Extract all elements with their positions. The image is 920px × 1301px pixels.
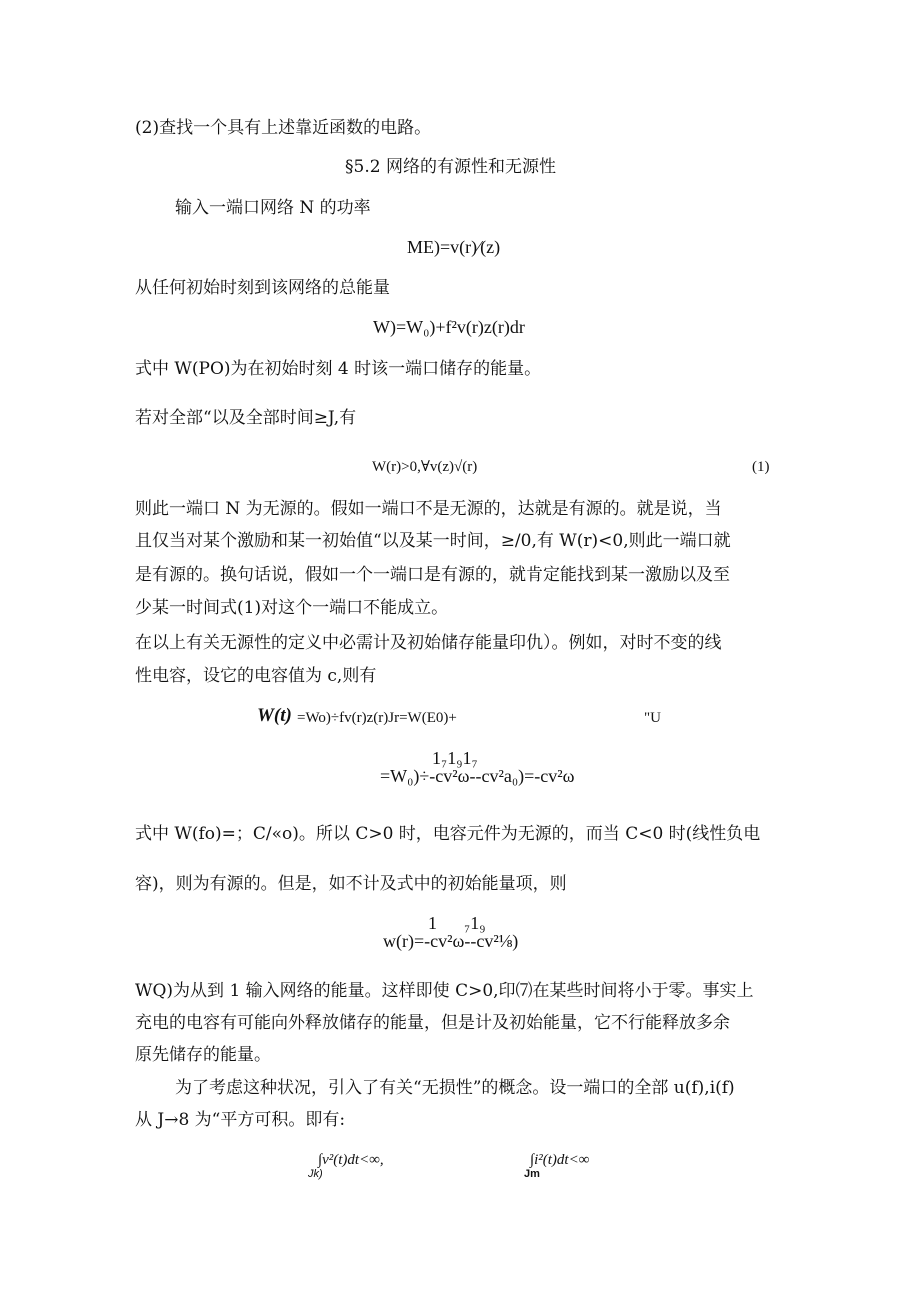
equation-w: w(r)=-cv²ω--cv²⅛) [383,931,519,951]
paragraph-4-line-3: 原先储存的能量。 [135,1045,271,1065]
paragraph-5-line-2: 从 J→8 为“平方可积。即有: [135,1110,346,1130]
paragraph-3-line-1: 式中 W(fo)=；C/«o)。所以 C>0 时，电容元件为无源的，而当 C<0 时(线性负电 [135,824,761,844]
text-line-1: (2)查找一个具有上述靠近函数的电路。 [135,118,432,138]
paragraph-1-line-1: 则此一端口 N 为无源的。假如一端口不是无源的，达就是有源的。就是说，当 [135,499,722,519]
text-line-8: 若对全部“以及全部时间≥J,有 [135,408,357,428]
equation-capacitor-rhs: =Wo)÷fv(r)z(r)Jr=W(E0)+ [297,710,457,726]
equation-square-integrable-v: ∫v²(t)dt<∞, [318,1152,384,1168]
paragraph-2-line-2: 性电容，设它的电容值为 c,则有 [135,666,377,686]
paragraph-5-line-1: 为了考虑这种状况，引入了有关“无损性”的概念。设一端口的全部 u(f),i(f) [175,1078,735,1098]
equation-passivity: W(r)>0,∀v(z)√(r) [372,459,478,475]
paragraph-3-line-2: 容)，则为有源的。但是，如不计及式中的初始能量项，则 [135,874,567,894]
text-line-7: 式中 W(PO)为在初始时刻 4 时该一端口储存的能量。 [135,359,542,379]
text-line-3: 输入一端口网络 N 的功率 [175,198,371,218]
paragraph-1-line-2: 且仅当对某个激励和某一初始值“以及某一时间，≥/0,有 W(r)<0,则此一端口就 [135,531,731,551]
equation-capacitor-lhs: W(t) [257,705,292,726]
equation-square-integrable-i: ∫i²(t)dt<∞ [530,1152,590,1168]
equation-w-fractions: 1 ₇1₉ [428,913,486,933]
equation-capacitor-tail: "U [644,710,661,726]
paragraph-1-line-3: 是有源的。换句话说，假如一个一端口是有源的，就肯定能找到某一激励以及至 [135,565,730,585]
integral-limit-i: Jm [524,1168,540,1180]
text-line-5: 从任何初始时刻到该网络的总能量 [135,278,390,298]
equation-power: ME)=v(r)⁄(z) [407,237,501,257]
section-title: §5.2 网络的有源性和无源性 [345,157,556,177]
equation-capacitor-expanded: =W₀)÷-cv²ω--cv²a₀)=-cv²ω [380,766,575,786]
paragraph-4-line-1: WQ)为从到 1 输入网络的能量。这样即使 C>0,印⑺在某些时间将小于零。事实上 [135,981,754,1001]
equation-capacitor-fractions: 1₇1₉1₇ [432,748,478,768]
equation-number-1: (1) [752,459,770,475]
paragraph-2-line-1: 在以上有关无源性的定义中必需计及初始储存能量印仇）。例如，对时不变的线 [135,633,722,653]
paragraph-4-line-2: 充电的电容有可能向外释放储存的能量，但是计及初始能量，它不行能释放多余 [135,1013,730,1033]
equation-energy: W)=W₀)+f²v(r)z(r)dr [373,317,525,337]
integral-limit-v: Jk) [308,1168,323,1180]
paragraph-1-line-4: 少某一时间式(1)对这个一端口不能成立。 [135,598,449,618]
